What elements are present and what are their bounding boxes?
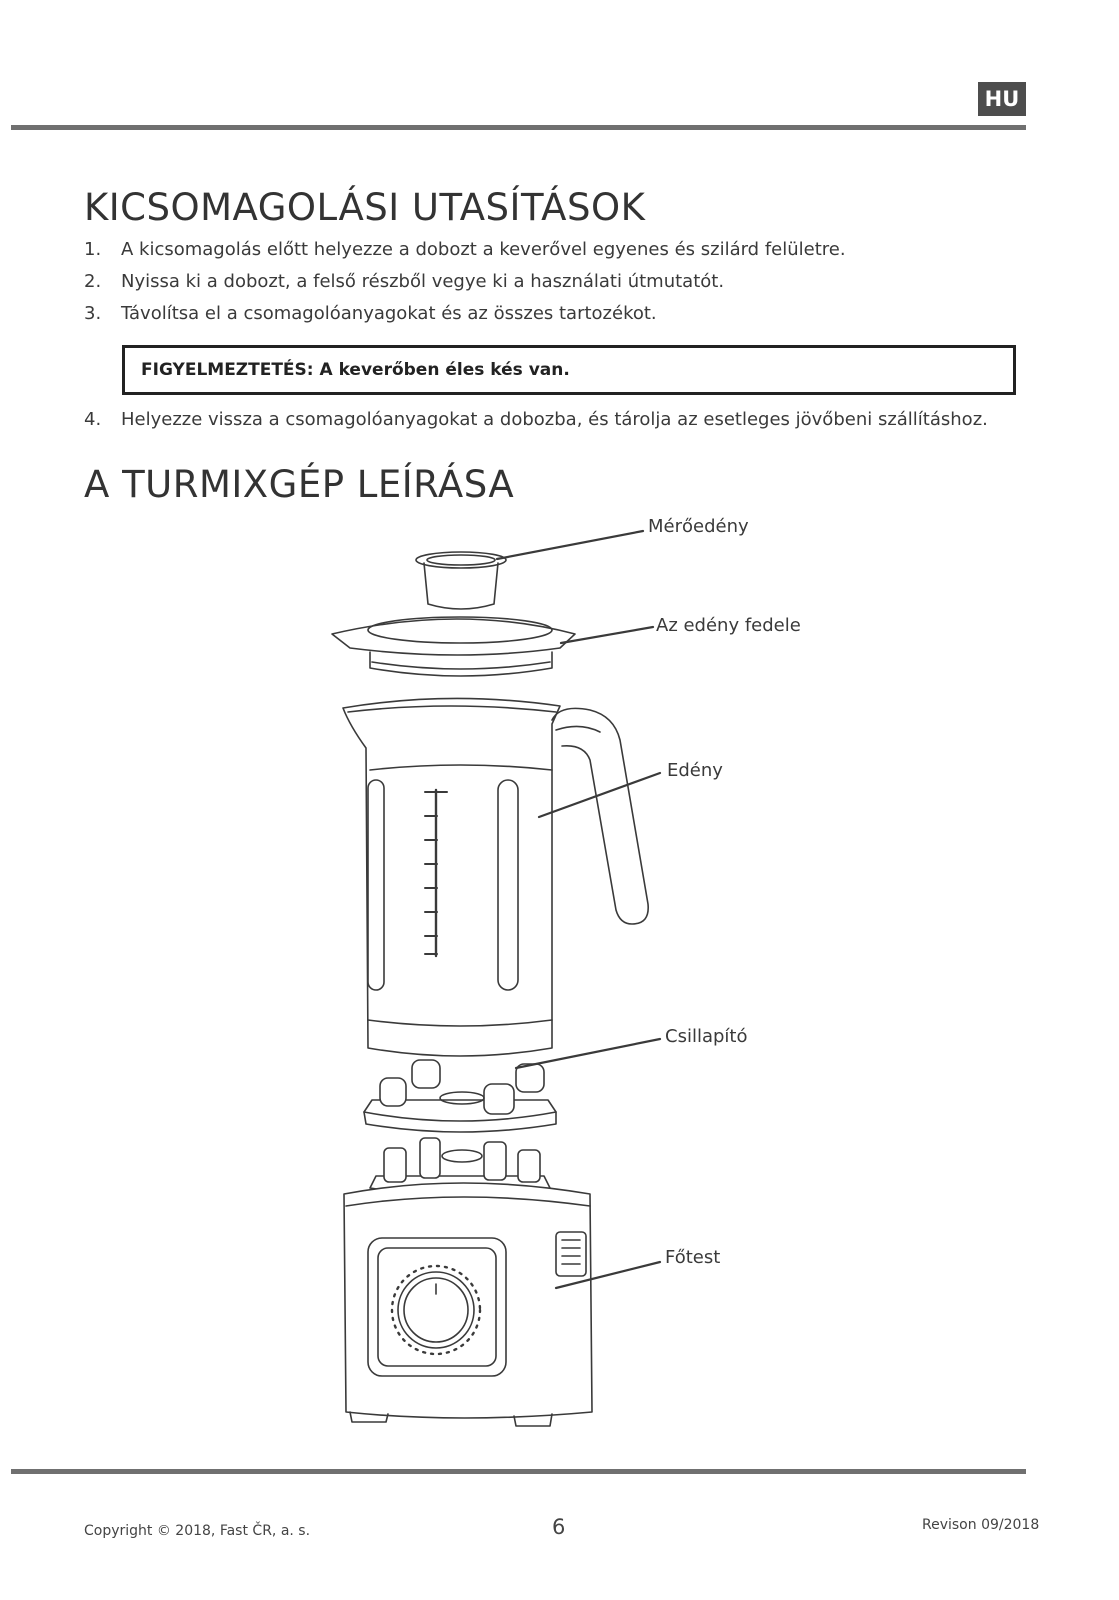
step-4: 4. Helyezze vissza a csomagolóanyagokat a dobozba, és tárolja az esetleges jövőbeni szállításhoz. [84,409,988,430]
base-drawing [344,1138,592,1426]
label-measuring-cup: Mérőedény [648,516,749,537]
label-jar: Edény [667,760,723,781]
label-main-unit: Főtest [665,1247,721,1268]
label-lid: Az edény fedele [656,615,801,636]
lid-drawing [332,617,575,676]
footer-revision: Revison 09/2018 [922,1517,1040,1533]
warning-box: FIGYELMEZTETÉS: A keverőben éles kés van. [122,345,1016,395]
footer-rule [11,1469,1026,1474]
damper-drawing [364,1060,556,1132]
description-title: A TURMIXGÉP LEÍRÁSA [84,463,515,506]
jar-drawing [343,698,648,1056]
footer-copyright: Copyright © 2018, Fast ČR, a. s. [84,1523,311,1539]
step-2: 2. Nyissa ki a dobozt, a felső részből vegye ki a használati útmutatót. [84,271,725,292]
step-1: 1. A kicsomagolás előtt helyezze a dobozt a keverővel egyenes és szilárd felületre. [84,239,846,260]
page-number: 6 [552,1515,566,1539]
language-badge: HU [978,82,1026,116]
label-damper: Csillapító [665,1026,748,1047]
measuring-cup-drawing [416,552,506,609]
step-3: 3. Távolítsa el a csomagolóanyagokat és az összes tartozékot. [84,303,657,324]
unpacking-title: KICSOMAGOLÁSI UTASÍTÁSOK [84,186,646,229]
